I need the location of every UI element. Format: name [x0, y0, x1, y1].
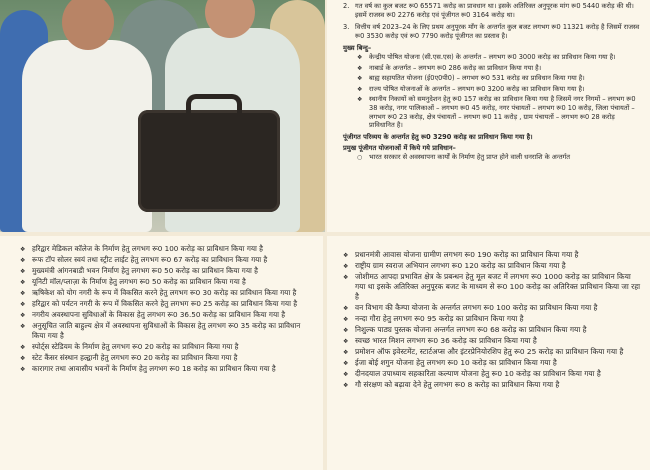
- diamond-bullet-icon: ❖: [343, 274, 349, 281]
- diamond-bullet-icon: ❖: [343, 382, 349, 389]
- diamond-bullet-icon: ❖: [20, 279, 26, 286]
- list-item: ❖ रूफ टॉप सोलर स्वयं तथा स्ट्रीट लाईट हेतु लगभग रू0 67 करोड़ का प्राविधान किया गया है: [20, 255, 268, 264]
- document-panel-bottom-right: [327, 236, 650, 470]
- numbered-para-2: 2. गत वर्ष का कुल बजट रू0 65571 करोड़ का प्रावधान था। इसके अतिरिक्त अनुपूरक मांग रू0 5440 करोड़ की थी। इसमें राजस्व रू0 2276 करोड़ एवं पूंजीगत रू0 3164 करोड़ था।: [343, 2, 634, 19]
- capital-schemes-heading: प्रमुख पूंजीगत योजनाओं में किये गये प्राविधान–: [343, 144, 456, 153]
- list-item: ❖ केन्द्रीय पोषित योजना (सी.एस.एस) के अन्तर्गत – लगभग रू0 3000 करोड़ का प्राविधान किया गया है।: [357, 52, 616, 61]
- diamond-bullet-icon: ❖: [357, 96, 363, 104]
- list-item: ❖ नाबार्ड के अन्तर्गत – लगभग रू0 286 करोड़ का प्राविधान किया गया है।: [357, 63, 542, 72]
- budget-photo: [0, 0, 325, 232]
- list-item: ❖ वन विभाग की कैम्पा योजना के अन्तर्गत लगभग रू0 100 करोड़ का प्राविधान किया गया है: [343, 303, 598, 312]
- highlights-list: [343, 53, 642, 130]
- document-panel-bottom-left: [0, 236, 323, 470]
- list-item: ❖ राष्ट्रीय ग्राम स्वराज अभियान लगभग रू0 120 करोड़ का प्राविधान किया गया है: [343, 261, 566, 270]
- list-item: ❖ हरिद्वार को पर्यटन नगरी के रूप में विकसित करने हेतु लगभग रू0 25 करोड़ का प्राविधान किया गया है: [20, 299, 298, 308]
- list-item: ❖ प्रधानमंत्री आवास योजना ग्रामीण लगभग रू0 190 करोड़ का प्राविधान किया गया है: [343, 250, 579, 259]
- person-left-kurta: [22, 40, 152, 232]
- list-item: ❖ स्टेट कैंसर संस्थान हल्द्वानी हेतु लगभग रू0 20 करोड़ का प्राविधान किया गया है: [20, 353, 238, 362]
- diamond-bullet-icon: ❖: [20, 366, 26, 373]
- list-item: ○ भारत सरकार से अवस्थापना कार्यों के निर्माण हेतु प्राप्त होने वाली धनराशि के अन्तर्गत: [357, 152, 571, 161]
- diamond-bullet-icon: ❖: [343, 263, 349, 270]
- list-item: ❖ राज्य पोषित योजनाओं के अन्तर्गत – लगभग रू0 3200 करोड़ का प्राविधान किया गया है।: [357, 84, 585, 93]
- list-item: ❖ कारागार तथा आवासीय भवनों के निर्माण हेतु लगभग रू0 18 करोड़ का प्राविधान किया गया है: [20, 364, 276, 373]
- diamond-bullet-icon: ❖: [20, 268, 26, 275]
- list-item: ❖ हरिद्वार मेडिकल कॉलेज के निर्माण हेतु लगभग रू0 100 करोड़ का प्राविधान किया गया है: [20, 244, 263, 253]
- diamond-bullet-icon: ❖: [20, 355, 26, 362]
- diamond-bullet-icon: ❖: [343, 371, 349, 378]
- list-item: ❖ अनुसूचित जाति बाहुल्य क्षेत्र में अवस्थापना सुविधाओं के विकास हेतु लगभग रू0 35 करोड़ का प्राविधान किया गया है: [20, 321, 301, 340]
- diamond-bullet-icon: ❖: [343, 305, 349, 312]
- list-item: ❖ ऋषिकेश को योग नगरी के रूप में विकसित करने हेतु लगभग रू0 30 करोड़ का प्राविधान किया गया है: [20, 288, 297, 297]
- diamond-bullet-icon: ❖: [343, 316, 349, 323]
- diamond-bullet-icon: ❖: [357, 53, 363, 61]
- numbered-para-3: 3. वित्तीय वर्ष 2023–24 के लिए प्रथम अनुपूरक माँग के अन्तर्गत कुल बजट लगभग रू0 11321 करोड़ है जिसमें राजस्व रू0 3530 करोड़ एवं रू0 7790 करोड़ पूंजीगत का प्रस्ताव है।: [343, 23, 640, 40]
- list-item: ❖ दीनदयाल उपाध्याय सहकारिता कल्याण योजना हेतु रू0 10 करोड़ का प्राविधान किया गया है: [343, 369, 601, 378]
- diamond-bullet-icon: ❖: [343, 349, 349, 356]
- list-item: ❖ ईजा बोई शगुन योजना हेतु लगभग रू0 10 करोड़ का प्राविधान किया गया है: [343, 358, 557, 367]
- diamond-bullet-icon: ❖: [20, 246, 26, 253]
- list-item: ❖ नगरीय अवस्थापना सुविधाओं के विकास हेतु लगभग रू0 36.50 करोड़ का प्राविधान किया गया है: [20, 310, 286, 319]
- diamond-bullet-icon: ❖: [20, 312, 26, 319]
- list-item: ❖ यूनिटी मॉल/प्लाज़ा के निर्माण हेतु लगभग रू0 50 करोड़ का प्राविधान किया गया है: [20, 277, 246, 286]
- diamond-bullet-icon: ❖: [343, 327, 349, 334]
- diamond-bullet-icon: ❖: [357, 75, 363, 83]
- diamond-bullet-icon: ❖: [357, 85, 363, 93]
- list-item: ❖ स्वच्छ भारत मिशन लगभग रू0 36 करोड़ का प्राविधान किया गया है: [343, 336, 537, 345]
- document-panel-top-right: [327, 0, 650, 232]
- list-item: ❖ जोशीमठ आपदा प्रभावित क्षेत्र के प्रबन्धन हेतु मूल बजट में लगभग रू0 1000 करोड़ का प्राविधान किया गया था इसके अतिरिक्त अनुपूरक बजट के माध्यम से रू0 100 करोड़ का अतिरिक्त प्राविधान किया जा रहा है: [343, 272, 641, 301]
- list-item: ❖ प्रमोशन ऑफ इवेस्टमेंट, स्टार्टअप्स और इंटरप्रेनियोरशिप हेतु रू0 25 करोड़ का प्राविधान किया गया है: [343, 347, 624, 356]
- diamond-bullet-icon: ❖: [343, 360, 349, 367]
- list-item: ❖ स्थानीय निकायों को समनुदेशन हेतु रू0 157 करोड़ का प्राविधान किया गया है जिसमें नगर निगमों – लगभग रू0 38 करोड़, नगर पालिकाओं – लगभग रू0 45 करोड़, नगर पंचायतों – लगभग रू0 10 करोड़, जिला पंचायतों – लगभग रू0 23 करोड़, क्षेत्र पंचायतों – लगभग रू0 11 करोड़ , ग्राम पंचायतों – लगभग रू0 28 करोड़ प्राविधानित है।: [357, 95, 636, 130]
- circle-bullet-icon: ○: [357, 153, 363, 161]
- diamond-bullet-icon: ❖: [20, 323, 26, 330]
- diamond-bullet-icon: ❖: [20, 290, 26, 297]
- provision-list-left: [20, 244, 315, 374]
- briefcase-icon: [138, 110, 280, 212]
- provision-list-right: [343, 250, 642, 390]
- diamond-bullet-icon: ❖: [343, 338, 349, 345]
- section-heading: मुख्य बिन्दु–: [343, 44, 372, 53]
- list-item: ❖ निशुल्क पाठ्य पुस्तक योजना अन्तर्गत लगभग रू0 68 करोड़ का प्राविधान किया गया है: [343, 325, 587, 334]
- diamond-bullet-icon: ❖: [20, 344, 26, 351]
- list-item: ❖ गौ संरक्षण को बढ़ावा देने हेतु लगभग रू0 8 करोड़ का प्राविधान किया गया है: [343, 380, 560, 389]
- list-item: ❖ मुख्यमंत्री आंगनबाडी भवन निर्माण हेतु लगभग रू0 50 करोड़ का प्राविधान किया गया है: [20, 266, 258, 275]
- list-item: ❖ स्पोर्ट्स स्टेडियम के निर्माण हेतु लगभग रू0 20 करोड़ का प्राविधान किया गया है: [20, 342, 239, 351]
- diamond-bullet-icon: ❖: [20, 301, 26, 308]
- capital-outlay-line: पूंजीगत परिव्यय के अन्तर्गत हेतु रू0 3290 करोड़ का प्राविधान किया गया है।: [343, 132, 533, 141]
- list-item: ❖ नन्दा गौरा हेतु लगभग रू0 95 करोड़ का प्राविधान किया गया है: [343, 314, 524, 323]
- diamond-bullet-icon: ❖: [343, 252, 349, 259]
- list-item: ❖ बाह्य सहायतित योजना (ई0ए0पी0) – लगभग रू0 531 करोड़ का प्राविधान किया गया है।: [357, 74, 585, 83]
- diamond-bullet-icon: ❖: [20, 257, 26, 264]
- sub-list: [343, 153, 642, 162]
- diamond-bullet-icon: ❖: [357, 64, 363, 72]
